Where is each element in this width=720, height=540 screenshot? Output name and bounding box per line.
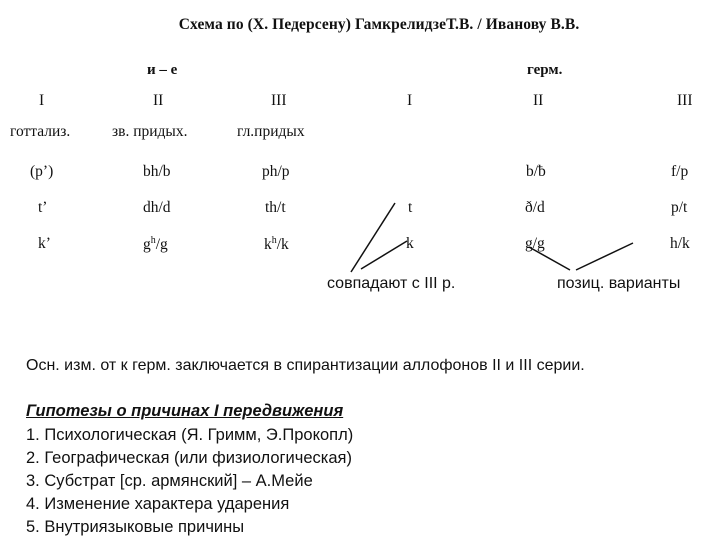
cell-r3-ie2: $g^h/g$ [143,235,168,254]
cell-r3-g3: h/k [670,235,690,252]
hypothesis-item-4: 4. Изменение характера ударения [26,495,290,513]
group-header-ie: и – е [147,62,178,78]
series-label-germ-1: I [407,92,413,109]
hypothesis-item-1: 1. Психологическая (Я. Гримм, Э.Прокопл) [26,426,354,444]
cell-r1-ie1: (p’) [30,163,54,180]
main-statement: Осн. изм. от к герм. заключается в спирантизации аллофонов II и III серии. [26,357,585,374]
hypotheses-title: Гипотезы о причинах I передвижения [26,402,344,420]
page-title: Схема по (Х. Педерсену) ГамкрелидзеТ.В. / Иванову В.В. [178,16,580,33]
cell-r3-g2: g/g [525,235,545,252]
series-label-ie-1: I [39,92,45,109]
series-label-germ-3: III [677,92,693,109]
hypothesis-item-3: 3. Субстрат [ср. армянский] – А.Мейе [26,472,313,490]
note-coincide: совпадают с III р. [327,275,456,292]
cell-r3-ie3: $k^h/k$ [264,235,289,254]
cell-r1-ie3: ph/p [262,163,290,180]
cell-r2-g2: ð/d [525,199,545,216]
category-label-glottalized: готтализ. [10,123,71,140]
category-label-voiced-aspirated: зв. придых. [112,123,188,140]
group-header-germ: герм. [527,62,563,78]
cell-r2-ie2: dh/d [143,199,171,216]
cell-r2-g3: p/t [671,199,688,216]
series-label-ie-3: III [271,92,287,109]
connector-line-h-to-variants [576,243,633,270]
cell-r1-g3: f/p [671,163,689,180]
cell-r3-ie1: k’ [38,235,51,252]
hypothesis-item-5: 5. Внутриязыковые причины [26,518,245,536]
hypothesis-item-2: 2. Географическая (или физиологическая) [26,449,352,467]
connector-line-g-to-variants [529,247,570,270]
cell-r2-ie1: t’ [38,199,48,216]
cell-r2-g1: t [408,199,413,216]
cell-r2-ie3: th/t [265,199,286,216]
category-label-voiceless-aspirated: гл.придых [237,123,305,140]
series-label-ie-2: II [153,92,164,109]
cell-r1-g2: b/ƀ [526,163,546,180]
cell-r3-g1: k [406,235,414,252]
series-label-germ-2: II [533,92,544,109]
note-positional-variants: позиц. варианты [557,275,681,292]
cell-r1-ie2: bh/b [143,163,171,180]
